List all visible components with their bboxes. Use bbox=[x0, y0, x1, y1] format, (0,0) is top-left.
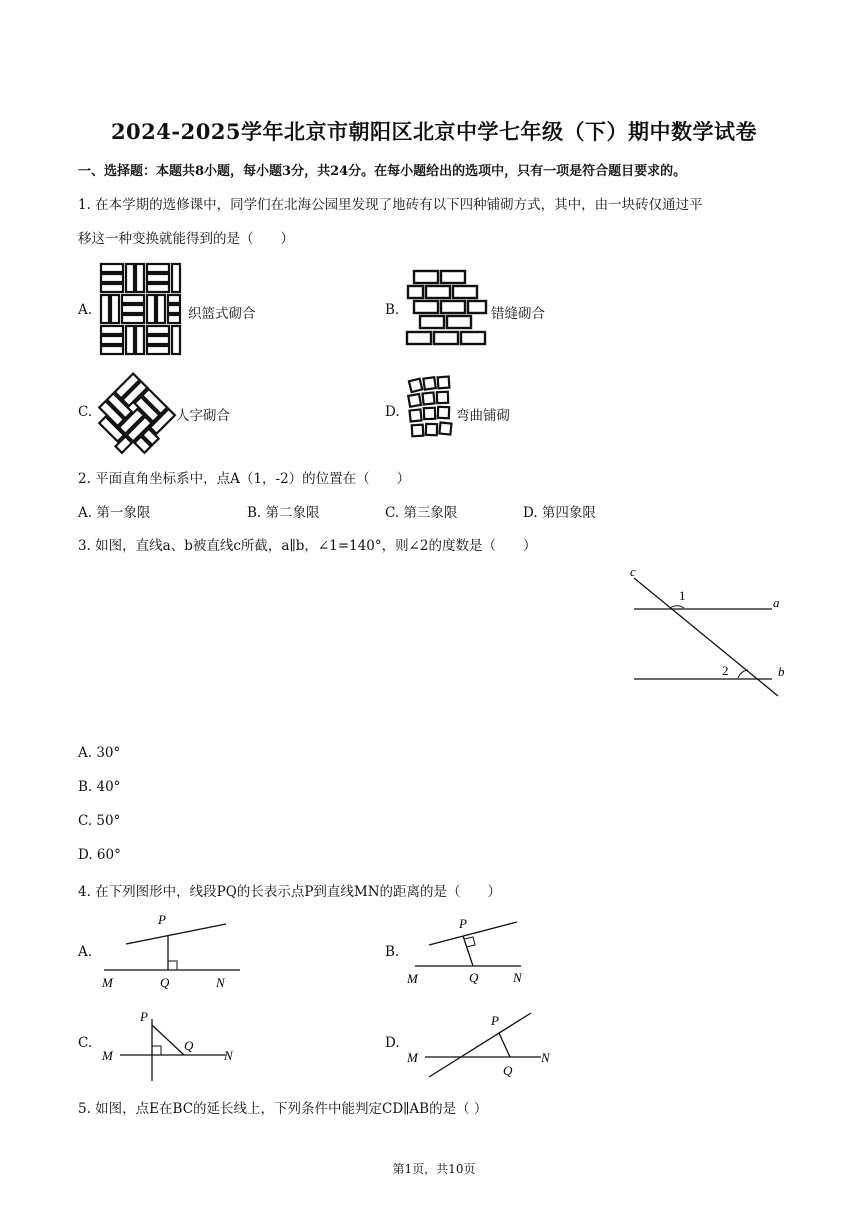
q1-option-b-text: 错缝砌合 bbox=[491, 306, 545, 322]
q4-option-d-label: D. bbox=[385, 1035, 400, 1051]
q2-option-d: D. 第四象限 bbox=[523, 505, 596, 521]
q1-option-c-label: C. bbox=[78, 404, 93, 420]
point-p-label: P bbox=[491, 1013, 499, 1028]
q4-stem: 4. 在下列图形中，线段PQ的长表示点P到直线MN的距离的是（ ） bbox=[78, 884, 502, 900]
q3-option-a: A. 30° bbox=[78, 745, 121, 761]
q2-option-c: C. 第三象限 bbox=[385, 505, 458, 521]
angle-1-label: 1 bbox=[679, 588, 686, 603]
point-n-label: N bbox=[224, 1048, 233, 1063]
section-heading: 一、选择题：本题共8小题，每小题3分，共24分。在每小题给出的选项中，只有一项是符合题目要求的。 bbox=[78, 164, 687, 179]
line-a-label: a bbox=[773, 595, 780, 610]
point-q-label: Q bbox=[469, 970, 479, 985]
q3-option-d: D. 60° bbox=[78, 847, 121, 863]
angle-2-label: 2 bbox=[722, 663, 729, 678]
q4-option-b-label: B. bbox=[385, 944, 400, 960]
point-q-label: Q bbox=[160, 975, 170, 990]
q1-option-d-label: D. bbox=[385, 404, 400, 420]
q3-stem: 3. 如图，直线a、b被直线c所截，a∥b，∠1=140°，则∠2的度数是（ ） bbox=[78, 538, 537, 554]
q2-stem: 2. 平面直角坐标系中，点A（1，-2）的位置在（ ） bbox=[78, 471, 411, 487]
point-p-label: P bbox=[158, 912, 166, 927]
q3-option-b: B. 40° bbox=[78, 779, 121, 795]
q1-stem-line2: 移这一种变换就能得到的是（ ） bbox=[78, 231, 294, 247]
q1-stem-line1: 1. 在本学期的选修课中，同学们在北海公园里发现了地砖有以下四种铺砌方式，其中，由一块砖仅通过平 bbox=[78, 197, 703, 213]
point-m-label: M bbox=[102, 975, 113, 990]
q1-option-d-text: 弯曲铺砌 bbox=[456, 408, 510, 424]
q5-stem: 5. 如图，点E在BC的延长线上，下列条件中能判定CD∥AB的是（ ） bbox=[78, 1101, 488, 1117]
q4-option-c-label: C. bbox=[78, 1035, 93, 1051]
q1-option-c-text: 人字砌合 bbox=[176, 408, 230, 424]
point-n-label: N bbox=[513, 970, 522, 985]
point-m-label: M bbox=[407, 971, 418, 986]
q4-option-d-figure bbox=[403, 1005, 563, 1085]
line-b-label: b bbox=[778, 664, 785, 679]
q1-option-a-text: 织篮式砌合 bbox=[188, 306, 256, 322]
line-c-label: c bbox=[630, 564, 636, 579]
point-p-label: P bbox=[459, 916, 467, 931]
point-q-label: Q bbox=[503, 1063, 513, 1078]
q2-option-a: A. 第一象限 bbox=[78, 505, 151, 521]
herringbone-tiling-figure bbox=[94, 374, 178, 458]
q2-option-b: B. 第二象限 bbox=[247, 505, 320, 521]
q1-option-a-label: A. bbox=[78, 302, 93, 318]
exam-title: 2024-2025学年北京市朝阳区北京中学七年级（下）期中数学试卷 bbox=[110, 119, 758, 144]
point-p-label: P bbox=[140, 1009, 148, 1024]
point-m-label: M bbox=[407, 1050, 418, 1065]
q4-option-a-label: A. bbox=[78, 944, 93, 960]
running-bond-tiling-figure bbox=[404, 268, 490, 348]
point-q-label: Q bbox=[184, 1038, 194, 1053]
page-footer: 第1页，共10页 bbox=[392, 1162, 476, 1176]
q1-option-b-label: B. bbox=[385, 302, 400, 318]
q3-option-c: C. 50° bbox=[78, 813, 121, 829]
parallel-lines-transversal-figure bbox=[620, 560, 800, 710]
point-m-label: M bbox=[102, 1048, 113, 1063]
point-n-label: N bbox=[216, 975, 225, 990]
curved-paving-figure bbox=[404, 374, 460, 440]
q4-option-c-figure bbox=[98, 1005, 248, 1085]
q4-option-b-figure bbox=[403, 910, 533, 990]
basket-weave-tiling-figure bbox=[98, 262, 186, 356]
point-n-label: N bbox=[541, 1050, 550, 1065]
q4-option-a-figure bbox=[98, 908, 248, 990]
